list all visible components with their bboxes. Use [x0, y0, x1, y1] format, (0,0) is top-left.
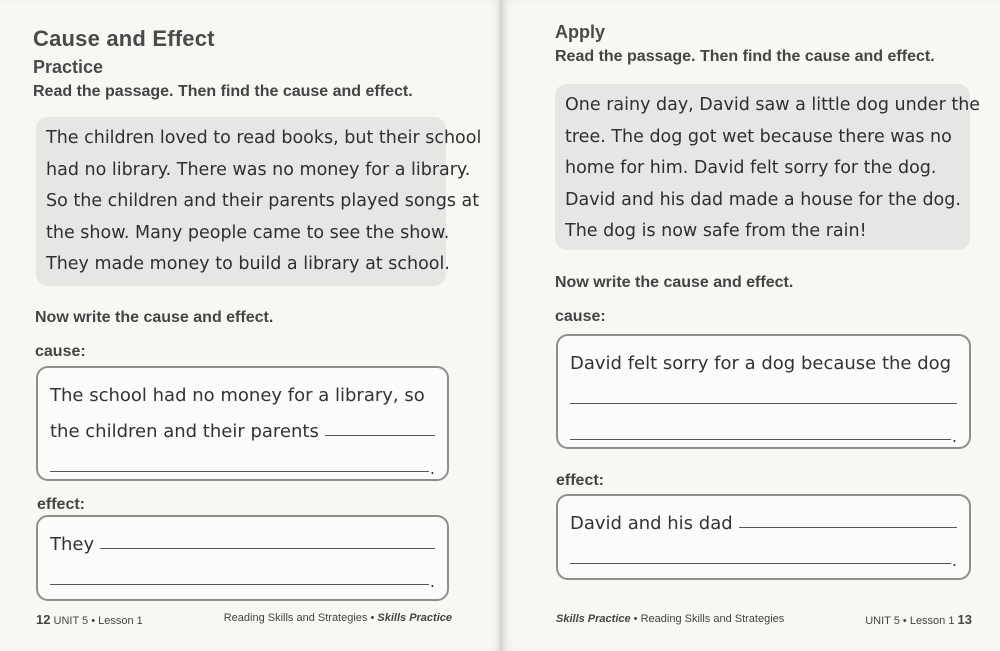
effect-answer-box[interactable]: They .: [36, 515, 449, 601]
cause-prompt-line1: David felt sorry for a dog because the dog: [570, 353, 952, 374]
page-number: 13: [957, 612, 972, 627]
passage-line: home for him. David felt sorry for the dog.: [565, 158, 937, 178]
footer-series: Skills Practice: [556, 613, 631, 625]
footer-right: [224, 612, 452, 624]
answer-blank[interactable]: [570, 438, 951, 440]
passage-line: The children loved to read books, but their school: [46, 128, 482, 148]
cause-answer-box[interactable]: David felt sorry for a dog because the dog .: [556, 334, 971, 449]
cause-prompt-line1: The school had no money for a library, so: [50, 385, 425, 406]
answer-blank[interactable]: [100, 547, 435, 549]
instruction-text: Read the passage. Then find the cause and effect.: [33, 83, 413, 100]
cause-label: cause:: [555, 308, 606, 325]
write-prompt: Now write the cause and effect.: [35, 309, 274, 326]
cause-prompt-line2: the children and their parents: [50, 421, 319, 442]
footer-series: Skills Practice: [377, 612, 452, 624]
answer-blank[interactable]: [50, 583, 429, 585]
footer-left: [556, 613, 784, 625]
effect-prompt-line1: David and his dad: [570, 513, 733, 534]
passage-line: They made money to build a library at school.: [46, 254, 450, 274]
answer-blank[interactable]: [325, 434, 435, 436]
cause-label: cause:: [35, 343, 86, 360]
passage-line: had no library. There was no money for a library.: [46, 159, 471, 180]
footer-left: [36, 612, 143, 627]
footer-book: • Reading Skills and Strategies: [633, 613, 785, 625]
page-title: Apply: [555, 22, 606, 42]
passage-line: the show. Many people came to see the show.: [46, 222, 450, 243]
write-prompt: Now write the cause and effect.: [555, 274, 794, 291]
page-subtitle: Practice: [33, 57, 104, 77]
cause-answer-box[interactable]: The school had no money for a library, so the children and their parents .: [36, 366, 449, 481]
instruction-text: Read the passage. Then find the cause and effect.: [555, 48, 935, 65]
answer-blank[interactable]: [739, 526, 957, 528]
reading-passage: [36, 117, 482, 286]
footer-book: Reading Skills and Strategies •: [223, 612, 375, 624]
page-title: Cause and Effect: [33, 26, 215, 51]
footer-unit: UNIT 5 • Lesson 1: [865, 615, 955, 627]
effect-label: effect:: [37, 496, 86, 513]
effect-answer-box[interactable]: David and his dad .: [556, 494, 971, 580]
right-page: [503, 0, 1000, 651]
page-number: 12: [36, 612, 51, 627]
effect-prompt-line1: They: [50, 534, 95, 555]
passage-line: tree. The dog got wet because there was no: [565, 126, 952, 147]
passage-line: So the children and their parents played songs at: [46, 191, 480, 211]
answer-blank[interactable]: [50, 470, 429, 472]
answer-blank[interactable]: [570, 562, 951, 564]
reading-passage: [555, 84, 981, 250]
answer-blank[interactable]: [570, 402, 957, 404]
passage-line: The dog is now safe from the rain!: [565, 221, 867, 241]
footer-right: [865, 612, 972, 627]
footer-unit: UNIT 5 • Lesson 1: [53, 615, 143, 627]
passage-line: David and his dad made a house for the dog.: [565, 189, 961, 210]
effect-label: effect:: [556, 472, 605, 489]
passage-line: One rainy day, David saw a little dog under the: [565, 95, 981, 115]
